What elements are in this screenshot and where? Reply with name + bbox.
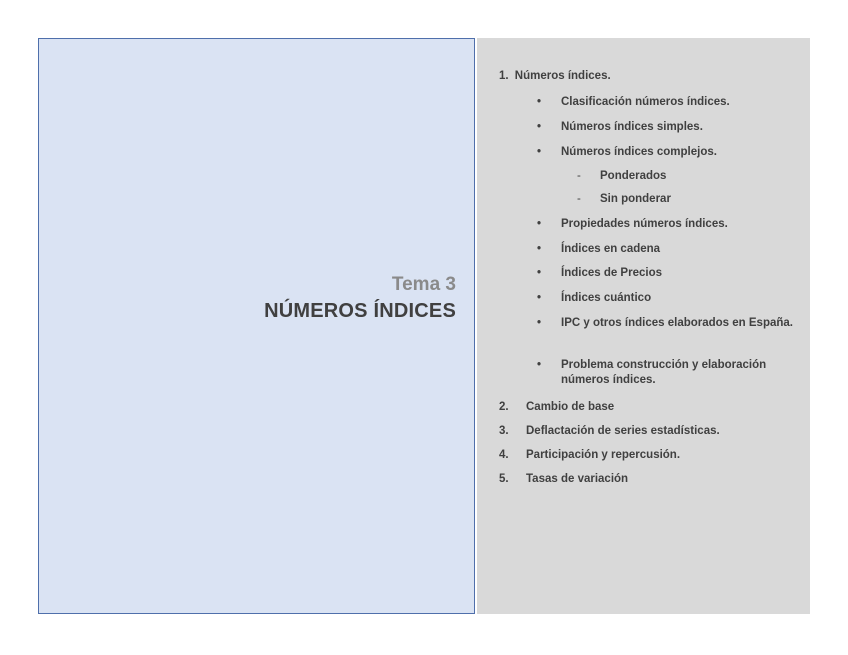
bullet-icon: • [537, 218, 542, 230]
toc-subsubitem-label: Sin ponderar [600, 193, 671, 205]
dash-icon: - [577, 193, 581, 205]
topic-number: Tema 3 [391, 274, 456, 295]
bullet-icon: • [537, 243, 542, 255]
toc-item-label: Números índices. [514, 70, 611, 82]
bullet-icon: • [537, 292, 542, 304]
bullet-icon: • [537, 96, 542, 108]
toc-item-number: 5. [499, 473, 509, 485]
toc-item-label: Participación y repercusión. [526, 449, 681, 461]
toc-subitem-label: Números índices simples. [561, 121, 703, 133]
toc-item-label: Cambio de base [526, 401, 615, 413]
bullet-icon: • [537, 267, 542, 279]
toc-item-1 [499, 69, 611, 84]
contents-panel [477, 38, 810, 614]
toc-item-number: 3. [499, 425, 509, 437]
toc-subitem-label: Problema construcción y elaboración números índices. [561, 359, 767, 386]
toc-item-number: 1. [499, 70, 509, 82]
toc-subitem-label: IPC y otros índices elaborados en España. [561, 317, 793, 329]
toc-subitem-label: Números índices complejos. [561, 146, 717, 158]
toc-item-label: Tasas de variación [526, 473, 629, 485]
toc-subitem-label: Índices de Precios [561, 267, 662, 279]
toc-subitem-label: Propiedades números índices. [561, 218, 728, 230]
title-panel [38, 38, 475, 614]
bullet-icon: • [537, 317, 542, 329]
toc-subsubitem-label: Ponderados [600, 170, 667, 182]
toc-subitem-label: Índices cuántico [561, 292, 652, 304]
toc-subitem-label: Índices en cadena [561, 243, 661, 255]
topic-title: NÚMEROS ÍNDICES [264, 300, 456, 322]
bullet-icon: • [537, 121, 542, 133]
toc-subitem-label: Clasificación números índices. [561, 96, 730, 108]
toc-item-label: Deflactación de series estadísticas. [526, 425, 720, 437]
toc-item-number: 2. [499, 401, 509, 413]
toc-item-number: 4. [499, 449, 509, 461]
bullet-icon: • [537, 359, 542, 371]
title-block [264, 272, 456, 324]
dash-icon: - [577, 170, 581, 182]
bullet-icon: • [537, 146, 542, 158]
